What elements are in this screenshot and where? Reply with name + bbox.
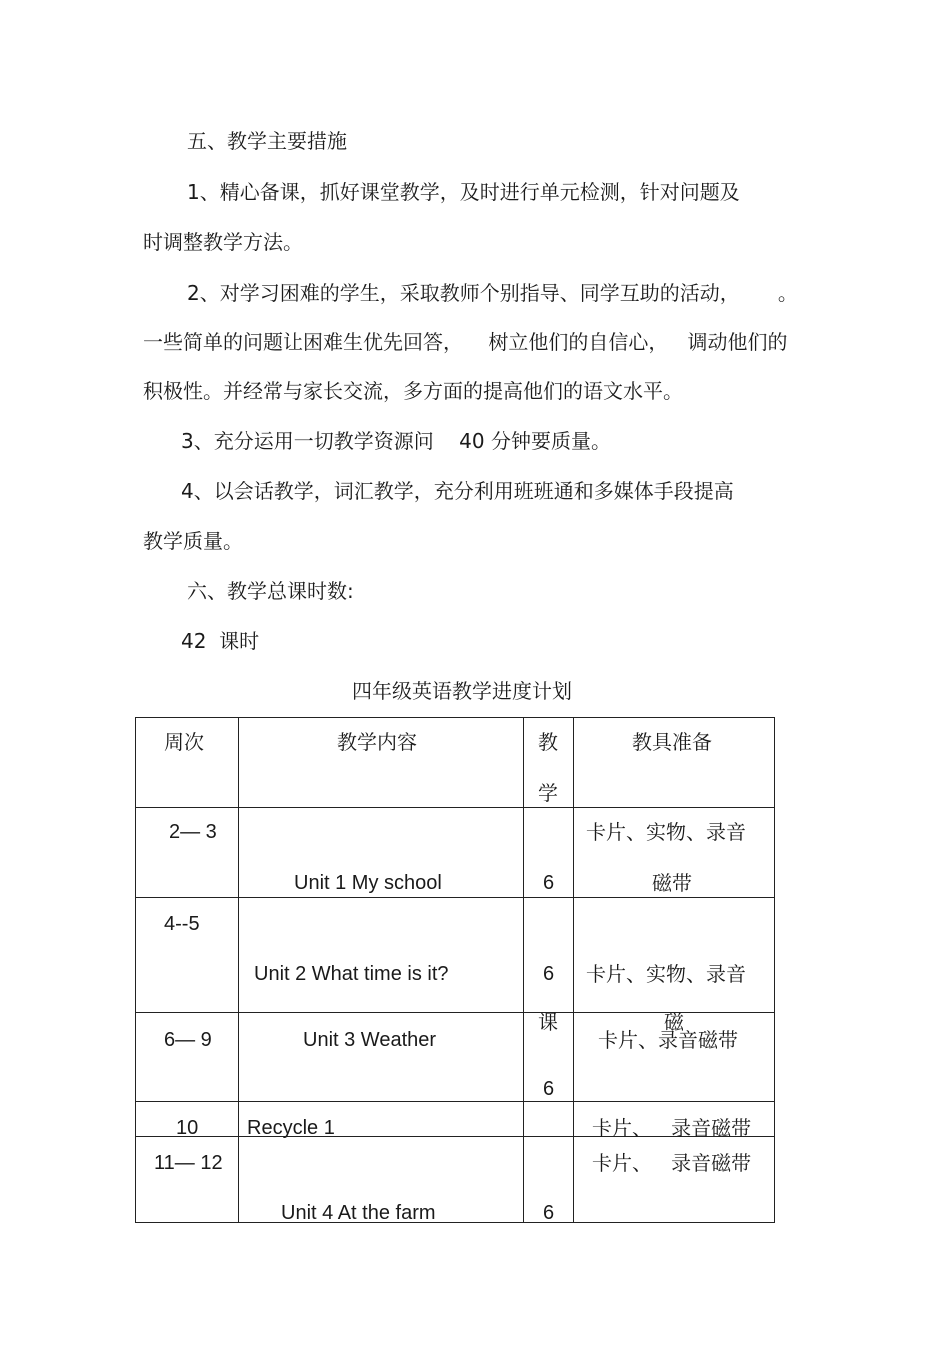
table-header-row <box>136 718 775 808</box>
tools-cell <box>574 1102 775 1140</box>
content-cell <box>239 1102 524 1137</box>
section5-heading: 五、教学主要措施 <box>187 129 347 153</box>
row-content: Unit 1 My school <box>294 872 442 894</box>
week-cell <box>136 1102 239 1137</box>
row-hours: 6 <box>543 872 555 894</box>
measure-1-line-1: 1、精心备课，抓好课堂教学，及时进行单元检测，针对问题及 <box>187 180 740 204</box>
row-week: 6— 9 <box>164 1029 212 1051</box>
week-cell <box>136 898 239 1013</box>
table-row <box>136 898 775 1013</box>
table-row <box>136 1013 775 1102</box>
week-cell <box>136 808 239 898</box>
hours-cell <box>524 1010 574 1102</box>
row-week: 2— 3 <box>169 821 217 843</box>
week-cell <box>136 1137 239 1223</box>
header-hours-top: 教 <box>538 730 558 754</box>
header-tools: 教具准备 <box>632 730 712 754</box>
content-cell <box>239 1137 524 1223</box>
hours-cell <box>524 1137 574 1223</box>
header-content-cell <box>239 718 524 808</box>
table-row <box>136 1137 775 1223</box>
row-tools-line-1: 卡片、 录音磁带 <box>592 1116 752 1140</box>
measure-2-line-3: 积极性。并经常与家长交流，多方面的提高他们的语文水平。 <box>143 379 683 403</box>
section6-heading: 六、教学总课时数: <box>187 579 354 603</box>
header-week-cell <box>136 718 239 808</box>
hours-cell <box>524 808 574 898</box>
content-cell <box>239 1013 524 1102</box>
row-week: 11— 12 <box>154 1152 223 1174</box>
row-hours-top: 课 <box>538 1010 558 1034</box>
row-tools-line-2: 磁带 <box>652 871 692 895</box>
content-cell <box>239 808 524 898</box>
header-content: 教学内容 <box>337 730 417 754</box>
row-tools-line-1: 卡片、录音磁带 <box>598 1028 738 1052</box>
measure-4-line-2: 教学质量。 <box>143 529 243 553</box>
row-content: Unit 4 At the farm <box>281 1202 436 1224</box>
row-week: 10 <box>176 1117 199 1139</box>
row-tools-line-1: 卡片、实物、录音 <box>586 962 746 986</box>
row-content: Unit 3 Weather <box>303 1029 437 1051</box>
header-hours-cell <box>524 718 574 808</box>
table-row <box>136 1102 775 1137</box>
row-tools-line-1: 卡片、 录音磁带 <box>592 1151 752 1175</box>
tools-cell <box>574 898 775 1034</box>
row-content: Recycle 1 <box>247 1117 335 1139</box>
table-row <box>136 808 775 898</box>
hours-cell <box>524 1102 574 1137</box>
measure-3: 3、充分运用一切教学资源问 40 分钟要质量。 <box>181 429 611 453</box>
measure-4-line-1: 4、以会话教学，词汇教学，充分利用班班通和多媒体手段提高 <box>181 479 734 503</box>
row-tools-line-1: 卡片、实物、录音 <box>586 820 746 844</box>
tools-cell <box>574 1013 775 1102</box>
week-cell <box>136 1013 239 1102</box>
measure-2-line-2: 一些简单的问题让困难生优先回答， 树立他们的自信心， 调动他们的 <box>143 330 788 354</box>
total-hours: 42 课时 <box>181 629 260 653</box>
row-hours: 6 <box>543 1078 555 1100</box>
row-tools-line-2: 磁 <box>664 1010 684 1034</box>
tools-cell <box>574 808 775 898</box>
schedule-table <box>135 717 775 1223</box>
table-title: 四年级英语教学进度计划 <box>352 679 572 703</box>
tools-cell <box>574 1137 775 1223</box>
header-week: 周次 <box>164 730 204 754</box>
hours-cell <box>524 898 574 1013</box>
header-hours-bottom: 学 <box>538 781 558 805</box>
content-cell <box>239 898 524 1013</box>
row-hours: 6 <box>543 963 555 985</box>
measure-2-line-1: 2、对学习困难的学生，采取教师个别指导、同学互助的活动， 。 <box>187 281 798 305</box>
row-content: Unit 2 What time is it? <box>254 963 449 985</box>
header-tools-cell <box>574 718 775 808</box>
row-week: 4--5 <box>164 913 200 935</box>
measure-1-line-2: 时调整教学方法。 <box>143 230 303 254</box>
row-hours: 6 <box>543 1202 555 1224</box>
